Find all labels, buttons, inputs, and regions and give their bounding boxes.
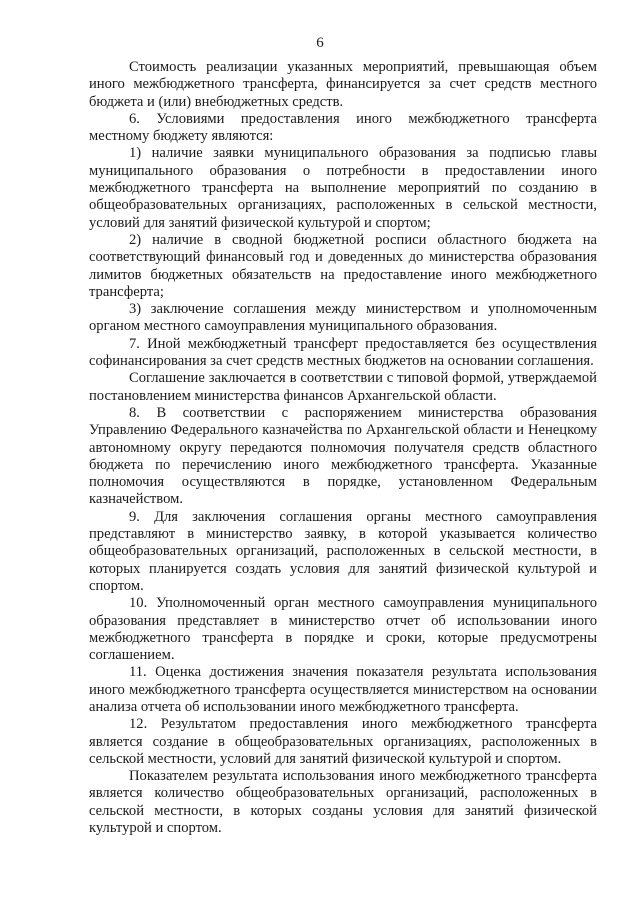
paragraph-item-8: 8. В соответствии с распоряжением министерства образования Управлению Федерального казначейства по Архангельской области и Ненецкому автономному округу передаются полномочия получателя средств областного бюджета по перечислению иного межбюджетного трансферта. Указанные полномочия осуществляются в порядке, установленном Федеральным казначейством. — [89, 404, 597, 508]
paragraph-item-9: 9. Для заключения соглашения органы местного самоуправления представляют в министерство заявку, в которой указывается количество общеобразовательных организаций, расположенных в сельской местности, в которых планируется создать условия для занятий физической культурой и спортом. — [89, 508, 597, 594]
paragraph-cost-financing: Стоимость реализации указанных мероприятий, превышающая объем иного межбюджетного трансферта, финансируется за счет средств местного бюджета и (или) внебюджетных средств. — [89, 59, 597, 110]
paragraph-condition-3: 3) заключение соглашения между министерством и уполномоченным органом местного самоуправления муниципального образования. — [89, 301, 597, 335]
document-body — [89, 59, 597, 837]
paragraph-item-6-conditions: 6. Условиями предоставления иного межбюджетного трансферта местному бюджету являются: — [89, 110, 597, 145]
paragraph-condition-1: 1) наличие заявки муниципального образования за подписью главы муниципального образования о потребности в предоставлении иного межбюджетного трансферта на выполнение мероприятий по созданию в общеобразовательных организациях, расположенных в сельской местности, условий для занятий физической культурой и спортом; — [89, 145, 597, 231]
paragraph-item-7: 7. Иной межбюджетный трансферт предоставляется без осуществления софинансирования за счет средств местных бюджетов на основании соглашения. — [89, 335, 597, 370]
paragraph-item-12: 12. Результатом предоставления иного межбюджетного трансферта является создание в общеобразовательных организациях, расположенных в сельской местности, условий для занятий физической культурой и спортом. — [89, 716, 597, 767]
paragraph-item-10: 10. Уполномоченный орган местного самоуправления муниципального образования представляет в министерство отчет об использовании иного межбюджетного трансферта в порядке и сроки, которые предусмотрены соглашением. — [89, 595, 597, 664]
paragraph-result-indicator: Показателем результата использования иного межбюджетного трансферта является количество общеобразовательных организаций, расположенных в сельской местности, в которых созданы условия для занятий физической культурой и спортом. — [89, 768, 597, 837]
page-number: 6 — [316, 35, 324, 51]
paragraph-agreement-form: Соглашение заключается в соответствии с типовой формой, утверждаемой постановлением министерства финансов Архангельской области. — [89, 370, 597, 404]
paragraph-item-11: 11. Оценка достижения значения показателя результата использования иного межбюджетного трансферта осуществляется министерством на основании анализа отчета об использовании иного межбюджетного трансферта. — [89, 664, 597, 715]
paragraph-condition-2: 2) наличие в сводной бюджетной росписи областного бюджета на соответствующий финансовый год и доведенных до министерства образования лимитов бюджетных обязательств на предоставление иного межбюджетного трансферта; — [89, 231, 597, 300]
